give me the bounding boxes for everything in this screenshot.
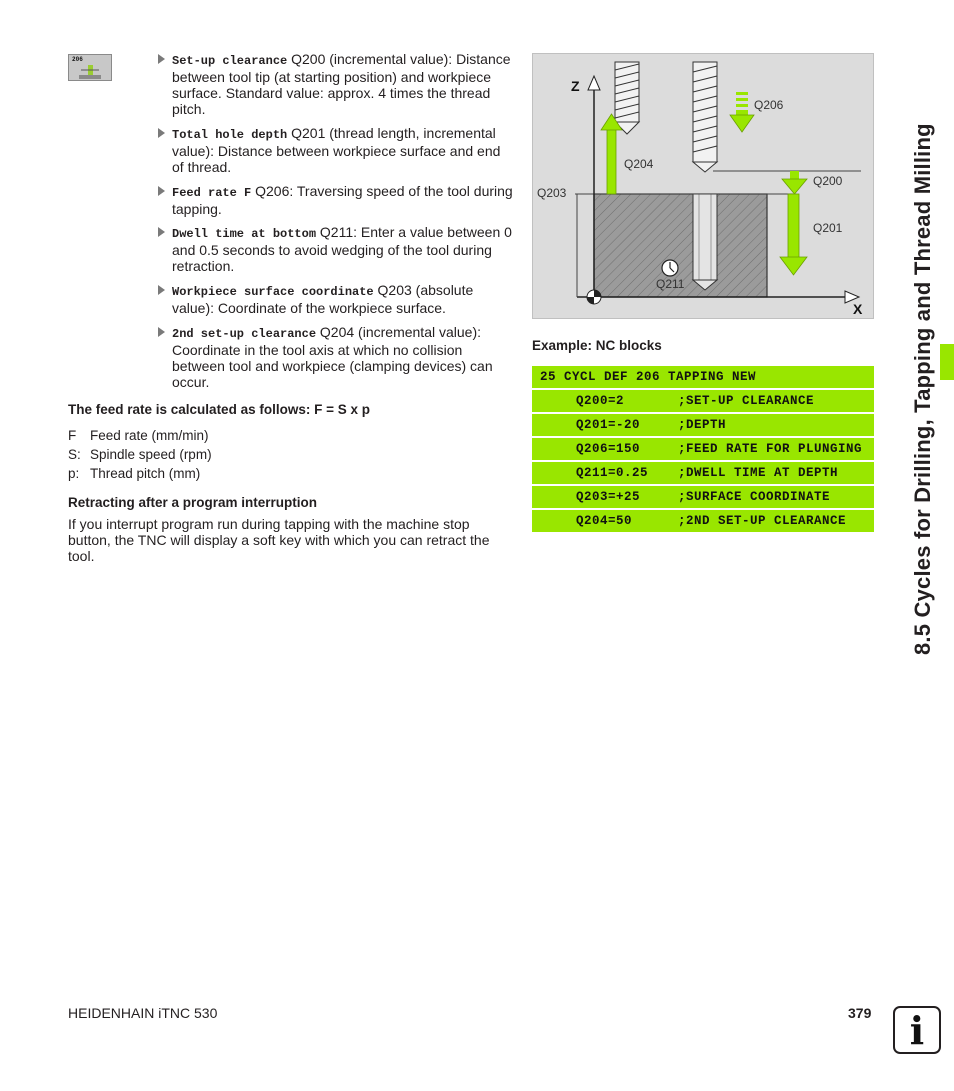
formula-term	[68, 426, 212, 445]
param-desc: Q203 (absolute value): Coordinate of the workpiece surface.	[172, 282, 474, 316]
param-workpiece-surface	[158, 282, 514, 316]
nc-block-header	[532, 366, 874, 388]
nc-block	[532, 510, 874, 532]
param-name: Total hole depth	[172, 128, 288, 142]
nc-comment: ;DEPTH	[678, 418, 727, 432]
bullet-triangle-icon	[158, 128, 165, 138]
param-desc: Q200 (incremental value): Distance between tool tip (at starting position) and workpiece surface. Standard value: approx. 4 times the thread pitch.	[172, 51, 511, 117]
nc-block	[532, 438, 874, 460]
term-desc: Spindle speed (rpm)	[90, 447, 212, 462]
axis-x-label: X	[853, 301, 863, 317]
formula-term	[68, 464, 212, 483]
nc-block	[532, 486, 874, 508]
term-key: p:	[68, 466, 80, 481]
page-number: 379	[848, 1005, 872, 1021]
param-setup-clearance	[158, 51, 514, 117]
term-key: S:	[68, 447, 81, 462]
nc-block	[532, 414, 874, 436]
nc-code: Q200=2	[576, 394, 625, 408]
param-total-hole-depth	[158, 125, 514, 175]
nc-comment: ;SURFACE COORDINATE	[678, 490, 831, 504]
label-q200: Q200	[813, 174, 843, 188]
term-desc: Feed rate (mm/min)	[90, 428, 209, 443]
nc-comment: ;SET-UP CLEARANCE	[678, 394, 815, 408]
term-key: F	[68, 428, 77, 443]
bullet-triangle-icon	[158, 186, 165, 196]
chapter-tab-marker	[940, 344, 954, 380]
param-name: Set-up clearance	[172, 54, 288, 68]
softkey-label: 206	[72, 56, 83, 63]
label-q201: Q201	[813, 221, 843, 235]
nc-comment: ;FEED RATE FOR PLUNGING	[678, 442, 863, 456]
param-name: Workpiece surface coordinate	[172, 285, 374, 299]
chapter-side-title: 8.5 Cycles for Drilling, Tapping and Thread Milling	[910, 123, 935, 655]
label-q204: Q204	[624, 157, 654, 171]
q206-feed-arrow	[730, 92, 754, 132]
info-icon-letter: i	[909, 1008, 925, 1053]
bullet-triangle-icon	[158, 285, 165, 295]
nc-block	[532, 390, 874, 412]
term-desc: Thread pitch (mm)	[90, 466, 201, 481]
q200-arrow	[782, 171, 807, 194]
param-desc: Q206: Traversing speed of the tool during tapping.	[172, 183, 513, 217]
label-q206: Q206	[754, 98, 784, 112]
nc-code: Q204=50	[576, 514, 633, 528]
info-icon	[893, 1006, 941, 1054]
nc-comment: ;DWELL TIME AT DEPTH	[678, 466, 839, 480]
dwell-clock-icon	[662, 260, 678, 276]
param-dwell-time	[158, 224, 514, 274]
nc-block	[532, 462, 874, 484]
tap-tool-plunged	[693, 62, 717, 172]
nc-code: Q206=150	[576, 442, 641, 456]
formula-term-list	[68, 426, 212, 483]
example-title: Example: NC blocks	[532, 338, 662, 353]
q201-arrow	[780, 194, 807, 275]
param-desc: Q201 (thread length, incremental value): Distance between workpiece surface and end of thread.	[172, 125, 501, 175]
nc-code: Q203=+25	[576, 490, 641, 504]
param-name: Dwell time at bottom	[172, 227, 317, 241]
bullet-triangle-icon	[158, 54, 165, 64]
nc-comment: ;2ND SET-UP CLEARANCE	[678, 514, 847, 528]
nc-block-text: 25 CYCL DEF 206 TAPPING NEW	[540, 370, 757, 384]
bullet-triangle-icon	[158, 327, 165, 337]
param-feed-rate	[158, 183, 514, 217]
tapping-cycle-figure	[532, 53, 874, 319]
nc-code: Q201=-20	[576, 418, 641, 432]
retract-heading: Retracting after a program interruption	[68, 495, 318, 510]
feed-rate-heading: The feed rate is calculated as follows: F = S x p	[68, 402, 370, 417]
param-name: Feed rate F	[172, 186, 252, 200]
axis-z-label: Z	[571, 78, 580, 94]
param-name: 2nd set-up clearance	[172, 327, 317, 341]
label-q211: Q211	[656, 277, 685, 291]
q204-arrow	[601, 114, 622, 194]
param-2nd-setup-clearance	[158, 324, 514, 390]
param-desc: Q204 (incremental value): Coordinate in the tool axis at which no collision between tool and workpiece (clamping devices) can occur.	[172, 324, 493, 390]
bullet-triangle-icon	[158, 227, 165, 237]
tap-tool	[615, 62, 639, 134]
cycle-206-softkey-icon	[68, 54, 112, 81]
threaded-hole	[693, 194, 717, 280]
param-desc: Q211: Enter a value between 0 and 0.5 seconds to avoid wedging of the tool during retraction.	[172, 224, 512, 274]
footer-product: HEIDENHAIN iTNC 530	[68, 1005, 218, 1021]
retract-paragraph: If you interrupt program run during tapping with the machine stop button, the TNC will display a soft key with which you can retract the tool.	[68, 516, 490, 564]
label-q203: Q203	[537, 186, 567, 200]
nc-code: Q211=0.25	[576, 466, 649, 480]
formula-term	[68, 445, 212, 464]
